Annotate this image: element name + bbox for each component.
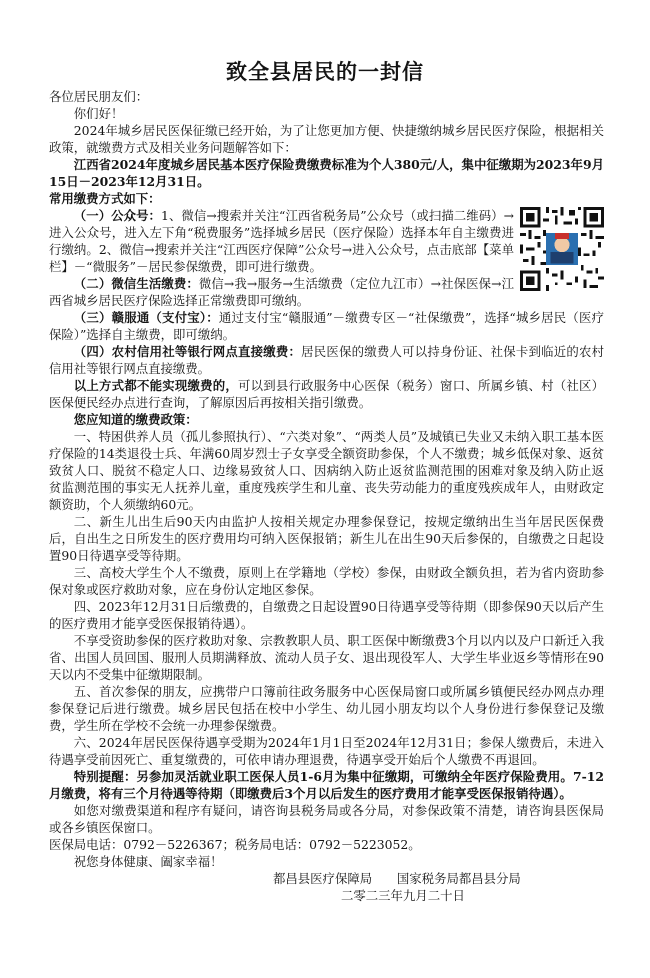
fallback-paragraph xyxy=(49,377,604,411)
contact-paragraph: 如您对缴费渠道和程序有疑问，请咨询县税务局或各分局，对参保政策不清楚，请咨询县医保局或各乡镇医保窗口。 xyxy=(49,803,604,835)
policy-6: 六、2024年居民医保待遇享受期为2024年1月1日至2024年12月31日；参保人缴费后，未进入待遇享受前因死亡、重复缴费的，可依申请办理退费，待遇享受开始后个人缴费不再退回。 xyxy=(49,735,604,767)
intro-paragraph: 2024年城乡居民医保征缴已经开始，为了让您更加方便、快捷缴纳城乡居民医疗保险，根据相关政策，就缴费方式及相关业务问题解答如下： xyxy=(49,123,604,155)
policy-3: 三、高校大学生个人不缴费，原则上在学籍地（学校）参保，由财政全额负担，若为省内资助参保对象或医疗救助对象，应在身份认定地区参保。 xyxy=(49,565,604,597)
method-3-label: （三）赣服通（支付宝）： xyxy=(73,310,219,325)
policy-1: 一、特困供养人员（孤儿参照执行）、“六类对象”、“两类人员”及城镇已失业又未纳入职工基本医疗保险的14类退役士兵、年满60周岁烈士子女享受全额资助参保，个人不缴费；城乡低保对象、返贫致贫人口、脱贫不稳定人口、边缘易致贫人口、因病纳入防止返贫监测范围的困难对象及纳入防止返贫监测范围的事实无人抚养儿童，重度残疾学生和儿童、丧失劳动能力的重度残疾成年人，由财政定额资助，个人须缴纳60元。 xyxy=(49,429,604,512)
method-alipay xyxy=(49,309,604,343)
method-bank xyxy=(49,343,604,377)
method-1-label: （一）公众号： xyxy=(73,208,161,223)
phone-numbers: 医保局电话：0792－5226367；税务局电话：0792－5223052。 xyxy=(49,837,421,852)
method-2-text: 微信→我→服务→生活缴费（定位九江市）→社保医保→江西省城乡居民医疗保险选择正常缴费即可缴纳。 xyxy=(49,276,514,308)
letter-date: 二零二三年九月二十日 xyxy=(341,888,465,903)
special-reminder: 特别提醒：另参加灵活就业职工医保人员1-6月为集中征缴期，可缴纳全年医疗保险费用。7-12月缴费，将有三个月待遇等待期（即缴费后3个月以后发生的医疗费用才能享受医保报销待遇）。 xyxy=(49,769,604,801)
method-2-label: （二）微信生活缴费： xyxy=(73,276,199,291)
hello: 你们好！ xyxy=(73,106,124,121)
closing-wish: 祝您身体健康、阖家幸福！ xyxy=(73,854,223,869)
policy-4: 四、2023年12月31日后缴费的，自缴费之日起设置90日待遇享受等待期（即参保90天以后产生的医疗费用才能享受医保报销待遇）。 xyxy=(49,599,604,631)
policy-5: 五、首次参保的朋友，应携带户口簿前往政务服务中心医保局窗口或所属乡镇便民经办网点办理参保登记后进行缴费。城乡居民包括在校中小学生、幼儿园小朋友均以个人身份进行参保登记及缴费，学生所在学校不会统一办理参保缴费。 xyxy=(49,684,604,733)
policy-4-extra: 不享受资助参保的医疗救助对象、宗教教职人员、职工医保中断缴费3个月以内以及户口新迁入我省、出国人员回国、服刑人员期满释放、流动人员子女、退出现役军人、大学生毕业返乡等情形在90天以内不受集中征缴期限制。 xyxy=(49,633,604,682)
fallback-bold: 以上方式都不能实现缴费的， xyxy=(73,378,238,393)
policy-2: 二、新生儿出生后90天内由监护人按相关规定办理参保登记，按规定缴纳出生当年居民医保费后，自出生之日所发生的医疗费用均可纳入医保报销；新生儿在出生90天后参保的，自缴费之日起设置90日待遇享受等待期。 xyxy=(49,514,604,563)
method-1-text: 1、微信→搜索并关注“江西省税务局”公众号（或扫描二维码）→进入公众号，进入左下角“税费服务”选择城乡居民（医疗保险）选择本年自主缴费进行缴纳。2、微信→搜索并关注“江西医疗保障”公众号→进入公众号，点击底部【菜单栏】－“微服务”－居民参保缴费，即可进行缴费。 xyxy=(49,208,514,274)
signature: 都昌县医疗保障局 国家税务局都昌县分局 xyxy=(273,871,521,886)
letter-title: 致全县居民的一封信 xyxy=(226,60,424,84)
qr-code-graphic xyxy=(520,207,604,291)
method-4-text: 居民医保的缴费人可以持身份证、社保卡到临近的农村信用社等银行网点直接缴费。 xyxy=(49,344,605,376)
qr-code-icon[interactable] xyxy=(520,207,604,291)
method-4-label: （四）农村信用社等银行网点直接缴费： xyxy=(73,344,302,359)
methods-heading: 常用缴费方式如下： xyxy=(49,191,161,206)
letter-body xyxy=(49,88,604,904)
standard-paragraph: 江西省2024年度城乡居民基本医疗保险费缴费标准为个人380元/人，集中征缴期为2023年9月15日－2023年12月31日。 xyxy=(49,157,604,189)
fallback-text: 可以到县行政服务中心医保（税务）窗口、所属乡镇、村（社区）医保便民经办点进行查询，了解原因后再按相关指引缴费。 xyxy=(49,378,605,410)
method-3-text: 通过支付宝“赣服通”－缴费专区－“社保缴费”，选择“城乡居民（医疗保险）”选择自主缴费，即可缴纳。 xyxy=(49,310,604,342)
policy-heading: 您应知道的缴费政策： xyxy=(73,412,198,427)
greeting: 各位居民朋友们： xyxy=(49,89,149,104)
